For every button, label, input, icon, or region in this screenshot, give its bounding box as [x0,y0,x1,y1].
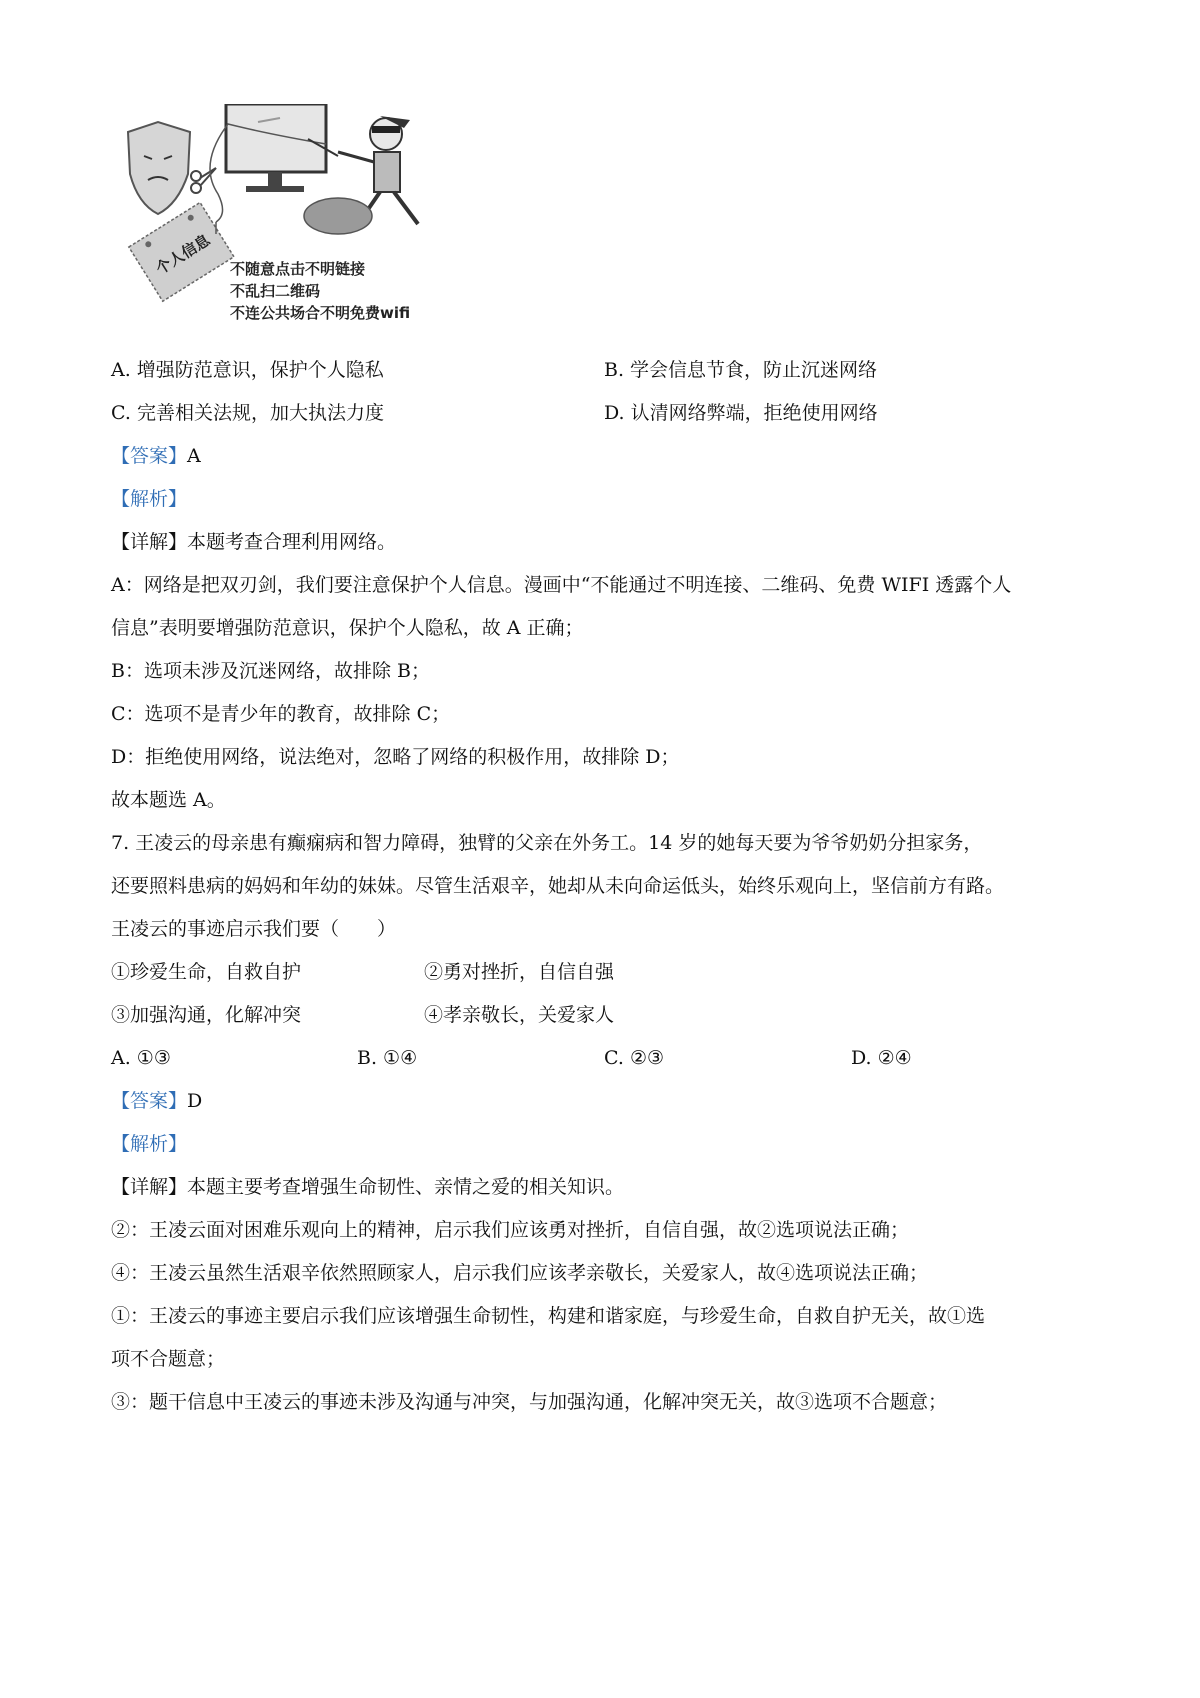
q7-option-b: B. ①④ [357,1047,418,1069]
q7-explanation-line: ④：王凌云虽然生活艰辛依然照顾家人，启示我们应该孝亲敬长，关爱家人，故④选项说法正确； [111,1262,929,1284]
q7-answer [111,1088,202,1114]
rock [304,198,372,234]
answer-label: 【答案】 [111,1090,188,1112]
tag-text: 个人信息 [152,230,214,278]
q7-option-a: A. ①③ [111,1047,171,1069]
q6-analysis-label: 【解析】 [111,488,188,510]
q6-answer [111,443,201,469]
q7-stem-line: 7. 王凌云的母亲患有癫痫病和智力障碍，独臂的父亲在外务工。14 岁的她每天要为爷爷奶奶分担家务， [111,832,983,854]
q7-item-1: ①珍爱生命，自救自护 [111,961,302,983]
answer-value: D [187,1090,203,1112]
caption-1: 不随意点击不明链接 [230,260,366,278]
q7-explanation-line: 项不合题意； [111,1348,226,1370]
q7-explanation-line: ②：王凌云面对困难乐观向上的精神，启示我们应该勇对挫折，自信自强，故②选项说法正确； [111,1219,910,1241]
q7-item-2: ②勇对挫折，自信自强 [424,961,615,983]
q6-explanation-line: D：拒绝使用网络，说法绝对，忽略了网络的积极作用，故排除 D； [111,746,680,768]
q6-explanation-line: B：选项未涉及沉迷网络，故排除 B； [111,660,430,682]
q7-explanation-line: ①：王凌云的事迹主要启示我们应该增强生命韧性，构建和谐家庭，与珍爱生命，自救自护无关，故①选 [111,1305,986,1327]
answer-label: 【答案】 [111,445,188,467]
q7-stem-line: 还要照料患病的妈妈和年幼的妹妹。尽管生活艰辛，她却从未向命运低头，始终乐观向上，坚信前方有路。 [111,875,1005,897]
q6-option-d: D. 认清网络弊端，拒绝使用网络 [604,402,878,424]
shield-character [128,122,190,214]
q7-explanation-line: ③：题干信息中王凌云的事迹未涉及沟通与冲突，与加强沟通，化解冲突无关，故③选项不合题意； [111,1391,948,1413]
answer-value: A [187,445,201,467]
monitor [226,104,326,172]
q7-item-4: ④孝亲敬长，关爱家人 [424,1004,615,1026]
q7-analysis-label: 【解析】 [111,1133,188,1155]
q6-explanation-line: 信息”表明要增强防范意识，保护个人隐私，故 A 正确； [111,617,584,639]
q6-conclusion: 故本题选 A。 [111,789,226,811]
q7-option-c: C. ②③ [604,1047,665,1069]
personal-info-tag [129,202,234,301]
q6-option-a: A. 增强防范意识，保护个人隐私 [111,359,384,381]
cartoon-figure [118,104,463,356]
q6-explanation-line: A：网络是把双刃剑，我们要注意保护个人信息。漫画中“不能通过不明连接、二维码、免费 WIFI 透露个人 [111,574,1012,596]
q7-item-3: ③加强沟通，化解冲突 [111,1004,302,1026]
q6-option-c: C. 完善相关法规，加大执法力度 [111,402,384,424]
q6-explanation-line: C：选项不是青少年的教育，故排除 C； [111,703,451,725]
q6-detail: 【详解】本题考查合理利用网络。 [111,531,397,553]
q6-option-b: B. 学会信息节食，防止沉迷网络 [604,359,878,381]
q7-stem-line: 王凌云的事迹启示我们要（ ） [111,918,397,940]
caption-3: 不连公共场合不明免费wifi [230,304,411,322]
q7-option-d: D. ②④ [851,1047,912,1069]
caption-2: 不乱扫二维码 [230,282,321,300]
q7-detail: 【详解】本题主要考查增强生命韧性、亲情之爱的相关知识。 [111,1176,625,1198]
